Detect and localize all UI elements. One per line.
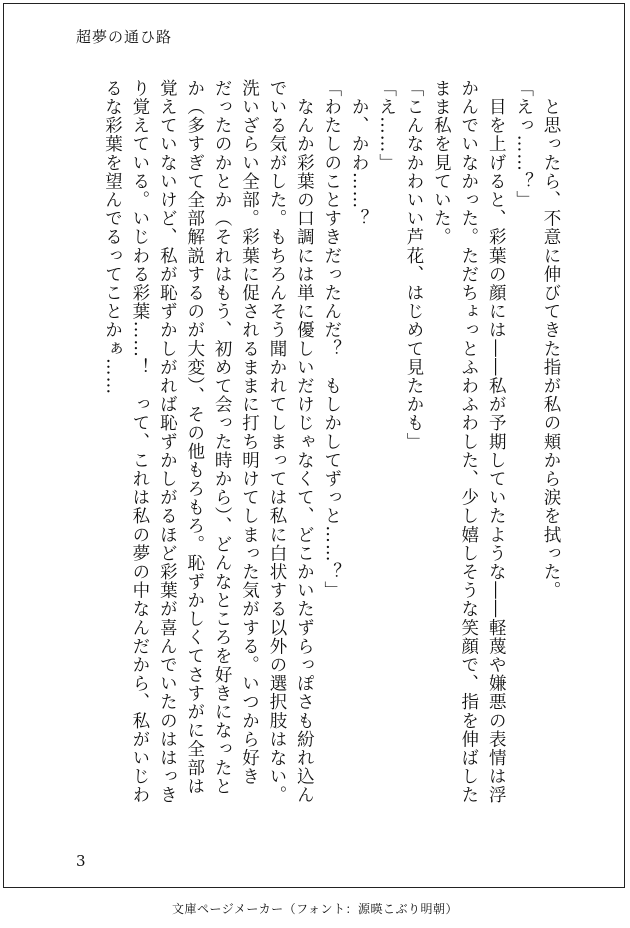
- text-line: でいる気がした。もちろんそう聞かれてしまっては私に白状する以外の選択肢はない。: [266, 79, 287, 805]
- book-page: [3, 3, 625, 888]
- text-line: 「えっ……？」: [513, 79, 534, 210]
- text-line: か（多すぎて全部解説するのが大変）、その他もろもろ。恥ずかしくてさすがに全部は: [184, 79, 205, 796]
- text-line: るな彩葉を望んでるってことかぁ……: [102, 79, 123, 396]
- text-line: か、かわ……？: [349, 79, 370, 228]
- text-line: かんでいなかった。ただちょっとふわふわした、少し嬉しそうな笑顔で、指を伸ばした: [458, 79, 479, 805]
- generator-credit: 文庫ページメーカー（フォント：源暎こぶり明朝）: [171, 902, 459, 916]
- text-line: まま私を見ていた。: [431, 79, 452, 247]
- text-line: 覚えていないけど、私が恥ずかしがれば恥ずかしがるほど彩葉が喜んでいたのははっき: [157, 79, 178, 805]
- text-line: 「え……」: [376, 79, 397, 172]
- text-line: なんか彩葉の口調には単に優しいだけじゃなくて、どこかいたずらっぽさも紛れ込ん: [294, 79, 315, 805]
- page-number: 3: [76, 852, 86, 870]
- text-line: り覚えている。いじわる彩葉……！ って、これは私の夢の中なんだから、私がいじわ: [129, 79, 150, 805]
- text-line: だったのかとか（それはもう、初めて会った時から）、どんなところを好きになったと: [212, 79, 233, 796]
- text-line: 目を上げると、彩葉の顔には――私が予期していたような――軽蔑や嫌悪の表情は浮: [486, 79, 507, 805]
- vertical-body-text: [98, 79, 564, 839]
- text-line: 洗いざらい全部。彩葉に促されるままに打ち明けてしまった気がする。いつから好き: [239, 79, 260, 786]
- text-line: と思ったら、不意に伸びてきた指が私の頬から涙を拭った。: [541, 79, 561, 600]
- text-line: 「わたしのことすきだったんだ？ もしかしてずっと……？」: [321, 79, 342, 600]
- running-header: 超夢の通ひ路: [76, 28, 173, 46]
- text-line: 「こんなかわいい芦花、はじめて見たかも」: [403, 79, 424, 451]
